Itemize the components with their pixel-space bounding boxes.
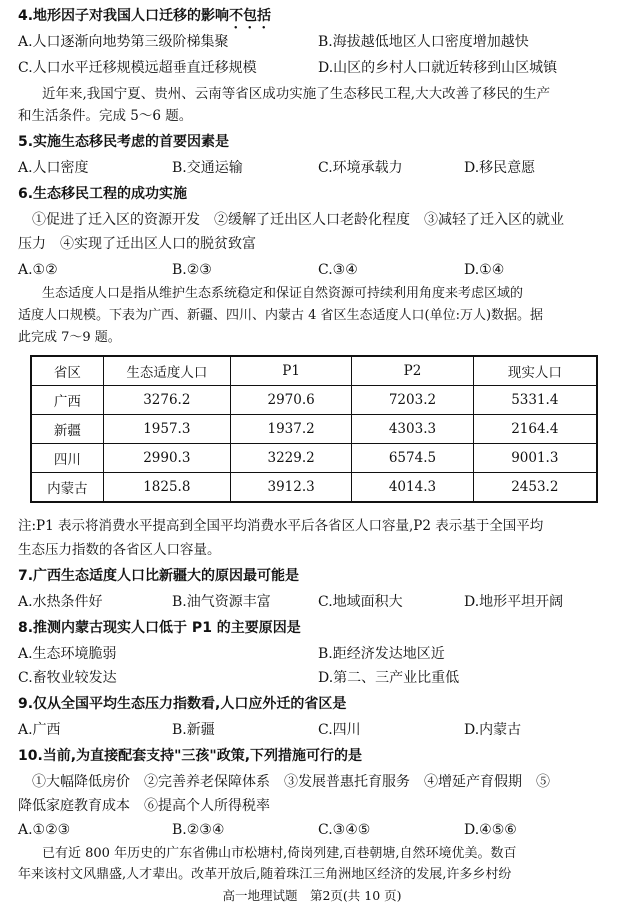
q10-option-a[interactable]: A.①②③ [18, 822, 71, 838]
table-cell: 4303.3 [352, 415, 473, 444]
q5-option-b[interactable]: B.交通运输 [172, 160, 243, 176]
table-cell: 6574.5 [352, 444, 473, 473]
q9-option-d[interactable]: D.内蒙古 [464, 722, 522, 738]
table-header-cell: P2 [352, 356, 473, 386]
q6-items-line1: ①促进了迁入区的资源开发 ②缓解了迁出区人口老龄化程度 ③减轻了迁入区的就业 [32, 212, 564, 228]
q6-option-d[interactable]: D.①④ [464, 262, 505, 278]
table-cell: 内蒙古 [31, 473, 103, 503]
q8-option-c[interactable]: C.畜牧业较发达 [18, 670, 117, 686]
table-cell: 1957.3 [103, 415, 230, 444]
q6-items-line2: 压力 ④实现了迁出区人口的脱贫致富 [18, 236, 256, 252]
q5-stem: 5.实施生态移民考虑的首要因素是 [18, 134, 230, 150]
q7-option-a[interactable]: A.水热条件好 [18, 594, 103, 610]
table-row [31, 415, 597, 444]
page-footer: 高一地理试题 第2页(共 10 页) [222, 888, 402, 903]
table-cell: 1825.8 [103, 473, 230, 503]
q7-option-b[interactable]: B.油气资源丰富 [172, 594, 271, 610]
q5-option-a[interactable]: A.人口密度 [18, 160, 89, 176]
table-cell: 3229.2 [230, 444, 351, 473]
q10-option-b[interactable]: B.②③④ [172, 822, 225, 838]
intro-7-9-line1: 生态适度人口是指从维护生态系统稳定和保证自然资源可持续利用角度来考虑区域的 [42, 286, 524, 301]
q6-option-b[interactable]: B.②③ [172, 262, 212, 278]
intro-last-line2: 年来该村文风鼎盛,人才辈出。改革开放后,随着珠江三角洲地区经济的发展,许多乡村纷 [18, 867, 512, 882]
table-cell: 1937.2 [230, 415, 351, 444]
table-note-line2: 生态压力指数的各省区人口容量。 [18, 542, 221, 558]
q10-items-line2: 降低家庭教育成本 ⑥提高个人所得税率 [18, 798, 270, 814]
intro-7-9-line3: 此完成 7～9 题。 [18, 330, 121, 345]
q4-option-b[interactable]: B.海拔越低地区人口密度增加越快 [318, 34, 529, 50]
table-header-cell: P1 [230, 356, 351, 386]
table-row [31, 444, 597, 473]
q9-option-a[interactable]: A.广西 [18, 722, 61, 738]
q8-option-a[interactable]: A.生态环境脆弱 [18, 646, 117, 662]
q6-option-c[interactable]: C.③④ [318, 262, 358, 278]
q4-stem-text: 4.地形因子对我国人口迁移的影响 [18, 8, 230, 24]
table-cell: 7203.2 [352, 386, 473, 415]
q8-stem: 8.推测内蒙古现实人口低于 P1 的主要原因是 [18, 620, 301, 636]
q4-option-d[interactable]: D.山区的乡村人口就近转移到山区城镇 [318, 60, 558, 76]
q5-option-c[interactable]: C.环境承载力 [318, 160, 403, 176]
q6-option-a[interactable]: A.①② [18, 262, 58, 278]
q9-stem: 9.仅从全国平均生态压力指数看,人口应外迁的省区是 [18, 696, 347, 712]
q4-option-a[interactable]: A.人口逐渐向地势第三级阶梯集聚 [18, 34, 229, 50]
q4-stem [18, 6, 271, 32]
q7-option-c[interactable]: C.地域面积大 [318, 594, 403, 610]
table-header-cell: 生态适度人口 [103, 356, 230, 386]
table-cell: 4014.3 [352, 473, 473, 503]
table-cell: 5331.4 [473, 386, 597, 415]
table-cell: 2453.2 [473, 473, 597, 503]
table-cell: 四川 [31, 444, 103, 473]
table-cell: 2164.4 [473, 415, 597, 444]
table-note-line1: 注:P1 表示将消费水平提高到全国平均消费水平后各省区人口容量,P2 表示基于全国平均 [18, 518, 544, 534]
q4-option-c[interactable]: C.人口水平迁移规模远超垂直迁移规模 [18, 60, 257, 76]
q8-option-d[interactable]: D.第二、三产业比重低 [318, 670, 460, 686]
q7-stem: 7.广西生态适度人口比新疆大的原因最可能是 [18, 568, 300, 584]
table-cell: 3912.3 [230, 473, 351, 503]
table-cell: 广西 [31, 386, 103, 415]
q10-items-line1: ①大幅降低房价 ②完善养老保障体系 ③发展普惠托育服务 ④增延产育假期 ⑤ [32, 774, 550, 790]
q8-option-b[interactable]: B.距经济发达地区近 [318, 646, 445, 662]
q7-option-d[interactable]: D.地形平坦开阔 [464, 594, 564, 610]
table-cell: 2990.3 [103, 444, 230, 473]
table-cell: 3276.2 [103, 386, 230, 415]
intro-5-6-line1: 近年来,我国宁夏、贵州、云南等省区成功实施了生态移民工程,大大改善了移民的生产 [42, 86, 551, 102]
table-cell: 新疆 [31, 415, 103, 444]
q9-option-b[interactable]: B.新疆 [172, 722, 215, 738]
table-header-cell: 现实人口 [473, 356, 597, 386]
table-row [31, 386, 597, 415]
q10-option-c[interactable]: C.③④⑤ [318, 822, 371, 838]
intro-5-6-line2: 和生活条件。完成 5～6 题。 [18, 108, 193, 124]
population-table [30, 355, 598, 503]
q9-option-c[interactable]: C.四川 [318, 722, 361, 738]
table-header-cell: 省区 [31, 356, 103, 386]
table-cell: 2970.6 [230, 386, 351, 415]
table-header-row [31, 356, 597, 386]
q4-stem-emphasis: 不包括 [229, 8, 272, 24]
table-cell: 9001.3 [473, 444, 597, 473]
q10-stem: 10.当前,为直接配套支持"三孩"政策,下列措施可行的是 [18, 748, 363, 764]
intro-last-line1: 已有近 800 年历史的广东省佛山市松塘村,倚岗列建,百巷朝塘,自然环境优美。数百 [42, 846, 517, 861]
q5-option-d[interactable]: D.移民意愿 [464, 160, 536, 176]
table-row [31, 473, 597, 503]
intro-7-9-line2: 适度人口规模。下表为广西、新疆、四川、内蒙古 4 省区生态适度人口(单位:万人)数据。据 [18, 308, 544, 323]
q6-stem: 6.生态移民工程的成功实施 [18, 186, 188, 202]
q10-option-d[interactable]: D.④⑤⑥ [464, 822, 517, 838]
